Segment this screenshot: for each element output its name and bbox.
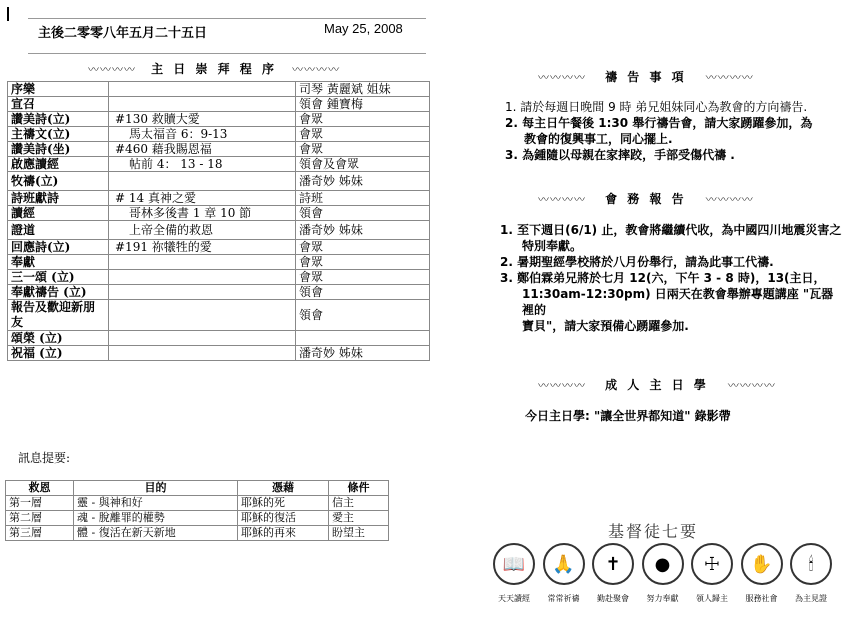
program-row [8, 270, 430, 285]
program-person-cell: 會眾 [296, 142, 430, 157]
affairs-item: 1. 至下週日(6/1) 止，教會將繼續代收，為中國四川地震災害之 [500, 223, 842, 237]
summary-cell: 盼望主 [329, 526, 389, 541]
program-item-cell: 啟應讀經 [8, 157, 109, 172]
program-person-cell: 詩班 [296, 191, 430, 206]
program-item-cell: 祝福 (立) [8, 346, 109, 361]
program-title: 主 日 崇 拜 程 序 [151, 62, 277, 76]
program-person-cell: 領會 [296, 206, 430, 221]
program-row [8, 112, 430, 127]
program-item-cell: 詩班獻詩 [8, 191, 109, 206]
program-row [8, 285, 430, 300]
program-row [8, 172, 430, 191]
summary-cell: 魂 - 脫離罪的權勢 [74, 511, 238, 526]
summary-cell: 愛主 [329, 511, 389, 526]
program-content-cell: 帖前 4： 13 - 18 [109, 157, 296, 172]
program-content-cell [109, 172, 296, 191]
summary-cell: 耶穌的死 [238, 496, 329, 511]
essential-label: 為主見證 [795, 594, 827, 603]
program-person-cell: 會眾 [296, 270, 430, 285]
program-row [8, 191, 430, 206]
text-cursor [7, 7, 9, 21]
summary-cell: 耶穌的再來 [238, 526, 329, 541]
program-content-cell: #130 救贖大愛 [109, 112, 296, 127]
prayer-heading [538, 66, 754, 85]
seven-essentials-title: 基督徒七要 [608, 522, 699, 541]
summary-header: 救恩 [6, 481, 74, 496]
prayer-item: 1. 請於每週日晚間 9 時 弟兄姐妹同心為教會的方向禱告. [505, 100, 808, 114]
program-row [8, 82, 430, 97]
ornament-right: 〰〰〰〰 [705, 193, 754, 206]
essential-item [787, 543, 835, 604]
summary-cell: 信主 [329, 496, 389, 511]
program-content-cell: 馬太福音 6：9-13 [109, 127, 296, 142]
summary-cell: 體 - 復活在新天新地 [74, 526, 238, 541]
affairs-item: 2. 暑期聖經學校將於八月份舉行，請為此事工代禱. [500, 255, 774, 269]
program-person-cell: 會眾 [296, 127, 430, 142]
program-row [8, 221, 430, 240]
program-item-cell: 讀經 [8, 206, 109, 221]
program-item-cell: 證道 [8, 221, 109, 240]
program-item-cell: 頌榮 (立) [8, 331, 109, 346]
program-person-cell: 潘奇妙 姊妹 [296, 221, 430, 240]
worship-program-table [7, 81, 430, 361]
ornament-left: 〰〰〰〰 [538, 71, 586, 84]
program-row [8, 157, 430, 172]
ornament-left: 〰〰〰〰 [538, 193, 586, 206]
program-item-cell: 序樂 [8, 82, 109, 97]
program-row [8, 346, 430, 361]
program-person-cell: 領會 [296, 285, 430, 300]
english-date: May 25, 2008 [324, 21, 403, 36]
prayer-item: 3. 為鍾隨以母親在家摔跤，手部受傷代禱 . [505, 148, 735, 162]
summary-cell: 靈 - 與神和好 [74, 496, 238, 511]
adult-school-heading [538, 374, 776, 393]
summary-row [6, 526, 389, 541]
affairs-item: 3. 鄭伯霖弟兄將於七月 12(六，下午 3 - 8 時)，13(主日， [500, 271, 826, 285]
affairs-title: 會 務 報 告 [605, 192, 687, 206]
program-person-cell: 潘奇妙 姊妹 [296, 172, 430, 191]
program-content-cell [109, 270, 296, 285]
program-item-cell: 奉獻 [8, 255, 109, 270]
program-content-cell [109, 285, 296, 300]
program-item-cell: 宣召 [8, 97, 109, 112]
seven-essentials-icons [490, 543, 835, 604]
program-person-cell: 司琴 黃麗斌 姐妹 [296, 82, 430, 97]
ornament-left: 〰〰〰〰 [88, 63, 136, 76]
affairs-item-cont: 寶貝"，請大家預備心踴躍參加. [522, 319, 689, 333]
program-item-cell: 回應詩(立) [8, 240, 109, 255]
program-row [8, 300, 430, 331]
essential-label: 勤赴聚會 [597, 594, 629, 603]
essential-label: 服務社會 [745, 594, 778, 603]
summary-cell: 第二層 [6, 511, 74, 526]
program-content-cell [109, 82, 296, 97]
program-person-cell: 領會及會眾 [296, 157, 430, 172]
program-person-cell: 潘奇妙 姊妹 [296, 346, 430, 361]
essential-item [639, 543, 687, 604]
summary-cell: 第一層 [6, 496, 74, 511]
affairs-item-cont: 特別奉獻。 [522, 239, 583, 253]
program-row [8, 142, 430, 157]
program-content-cell: 上帝全備的救恩 [109, 221, 296, 240]
essential-item [490, 543, 538, 604]
essential-item [688, 543, 736, 604]
evangelism-icon: ☩ [691, 543, 733, 585]
summary-cell: 第三層 [6, 526, 74, 541]
adult-school-text: 今日主日學: "讓全世界都知道" 錄影帶 [525, 409, 731, 423]
program-content-cell [109, 255, 296, 270]
affairs-item-cont: 11:30am-12:30pm) 日兩天在教會舉辦專題講座 "瓦器裡的 [522, 287, 834, 317]
program-row [8, 127, 430, 142]
program-content-cell [109, 331, 296, 346]
summary-cell: 耶穌的復活 [238, 511, 329, 526]
essential-item [738, 543, 786, 604]
prayer-item: 2. 每主日午餐後 1:30 舉行禱告會，請大家踴躍參加，為 [505, 116, 813, 130]
prayer-list [505, 99, 845, 163]
summary-header: 憑藉 [238, 481, 329, 496]
summary-row [6, 511, 389, 526]
ornament-right: 〰〰〰〰 [292, 63, 341, 76]
program-item-cell: 三一頌 (立) [8, 270, 109, 285]
witness-icon: 🕯 [790, 543, 832, 585]
program-row [8, 255, 430, 270]
essential-label: 常常祈禱 [547, 594, 580, 603]
essential-label: 努力奉獻 [646, 594, 679, 603]
bible-reading-icon: 📖 [493, 543, 535, 585]
program-row [8, 97, 430, 112]
affairs-heading [538, 188, 754, 207]
program-heading [88, 58, 340, 77]
ornament-right: 〰〰〰〰 [705, 71, 754, 84]
program-content-cell: #460 藉我賜恩福 [109, 142, 296, 157]
summary-header: 條件 [329, 481, 389, 496]
program-person-cell: 會眾 [296, 240, 430, 255]
summary-row [6, 496, 389, 511]
message-summary-table [5, 480, 389, 541]
program-person-cell: 領會 [296, 300, 430, 331]
program-person-cell: 會眾 [296, 112, 430, 127]
essential-item [540, 543, 588, 604]
essential-label: 領人歸主 [696, 594, 728, 603]
program-row [8, 240, 430, 255]
program-content-cell: # 14 真神之愛 [109, 191, 296, 206]
offering-icon: ● [642, 543, 684, 585]
program-row [8, 331, 430, 346]
adult-school-title: 成 人 主 日 學 [605, 378, 709, 392]
program-person-cell: 會眾 [296, 255, 430, 270]
essential-label: 天天讀經 [498, 594, 530, 603]
affairs-list [500, 222, 845, 334]
program-item-cell: 讚美詩(坐) [8, 142, 109, 157]
program-item-cell: 牧禱(立) [8, 172, 109, 191]
summary-label: 訊息提要: [18, 451, 71, 465]
service-icon: ✋ [741, 543, 783, 585]
summary-header: 目的 [74, 481, 238, 496]
praying-icon: 🙏 [543, 543, 585, 585]
program-content-cell [109, 300, 296, 331]
program-item-cell: 奉獻禱告 (立) [8, 285, 109, 300]
worship-icon: ✝ [592, 543, 634, 585]
program-item-cell: 讚美詩(立) [8, 112, 109, 127]
ornament-right: 〰〰〰〰 [727, 379, 776, 392]
program-content-cell [109, 97, 296, 112]
program-row [8, 206, 430, 221]
program-person-cell: 領會 鍾寶梅 [296, 97, 430, 112]
chinese-date: 主後二零零八年五月二十五日 [38, 26, 208, 41]
program-content-cell: #191 祢犧牲的愛 [109, 240, 296, 255]
prayer-title: 禱 告 事 項 [605, 70, 687, 84]
program-content-cell: 哥林多後書 1 章 10 節 [109, 206, 296, 221]
program-content-cell [109, 346, 296, 361]
ornament-left: 〰〰〰〰 [538, 379, 586, 392]
essential-item [589, 543, 637, 604]
program-item-cell: 報告及歡迎新朋友 [8, 300, 109, 331]
program-person-cell [296, 331, 430, 346]
program-item-cell: 主禱文(立) [8, 127, 109, 142]
prayer-item-cont: 教會的復興事工，同心擺上. [524, 132, 673, 146]
